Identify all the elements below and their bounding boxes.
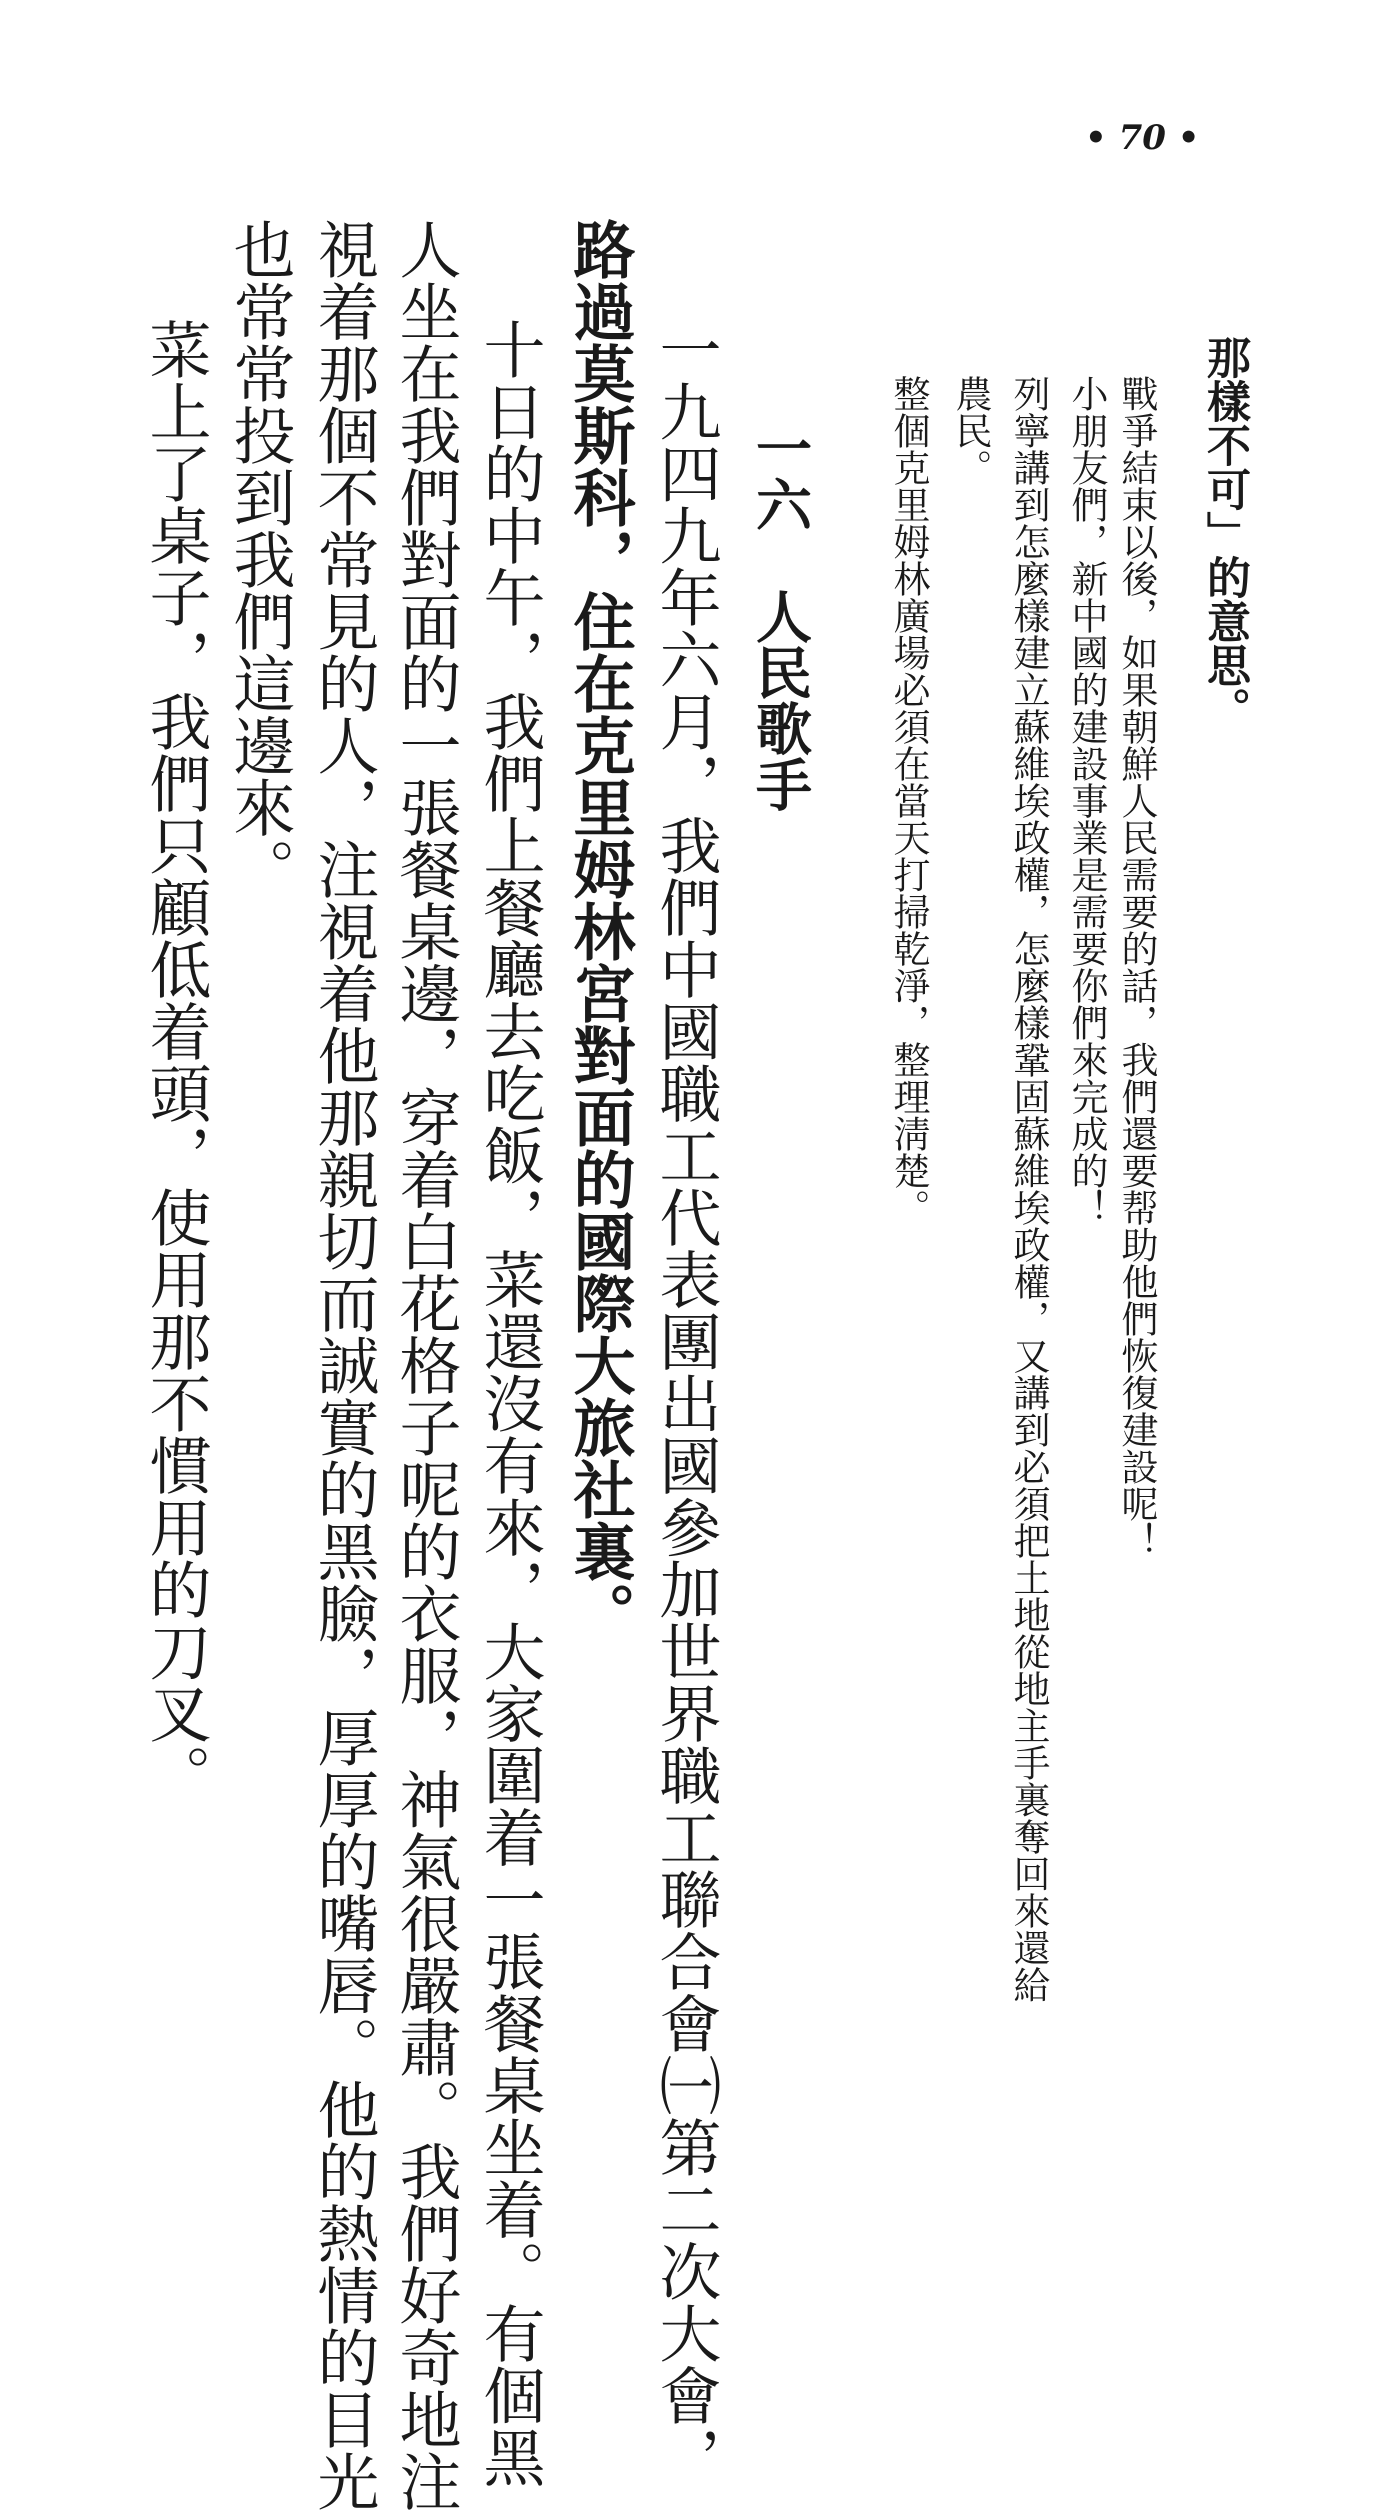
note-line-3: 列寧講到怎麼樣建立蘇維埃政權，怎麼樣鞏固蘇維埃政權，又講到必須把土地從地主手裏奪回來還給: [1007, 375, 1050, 2003]
note-line-5: 整個克里姆林廣場必須在當天打掃乾淨，整理淸楚。: [887, 375, 930, 1226]
body-line-4: 人坐在我們對面的一張餐桌邊，穿着白花格子呢的衣服，神氣很嚴肅。我們好奇地注: [389, 218, 462, 2512]
section-title: 一六 人民歌手: [747, 420, 813, 812]
body-line-2: 路過莫斯科，住在克里姆林宮對面的國際大旅社裏。: [563, 218, 636, 1644]
body-line-1: 一九四九年六月，我們中國職工代表團出國參加世界職工聯合會㈠第二次大會，: [649, 318, 722, 2488]
body-line-6: 也常常投到我們這邊來。: [223, 218, 296, 900]
body-line-5: 視着那個不常見的人，注視着他那親切而誠實的黑臉，厚厚的嘴唇。他的熱情的目光: [307, 218, 380, 2512]
body-line-7: 菜上了桌子，我們只顧低着頭，使用那不慣用的刀叉。: [139, 318, 212, 1806]
note-line-4: 農民。: [949, 375, 992, 486]
note-heading: 那樣不可」的意思。: [1199, 335, 1250, 731]
page-number: • 70 •: [1085, 118, 1200, 158]
note-line-2: 小朋友們，新中國的建設事業是需要你們來完成的！: [1065, 375, 1108, 1226]
body-line-3: 十日的中午，我們上餐廳去吃飯，菜還沒有來，大家圍着一張餐桌坐着。有個黑: [473, 318, 546, 2488]
note-line-1: 戰爭結束以後，如果朝鮮人民需要的話，我們還要帮助他們恢復建設呢！: [1115, 375, 1158, 1559]
